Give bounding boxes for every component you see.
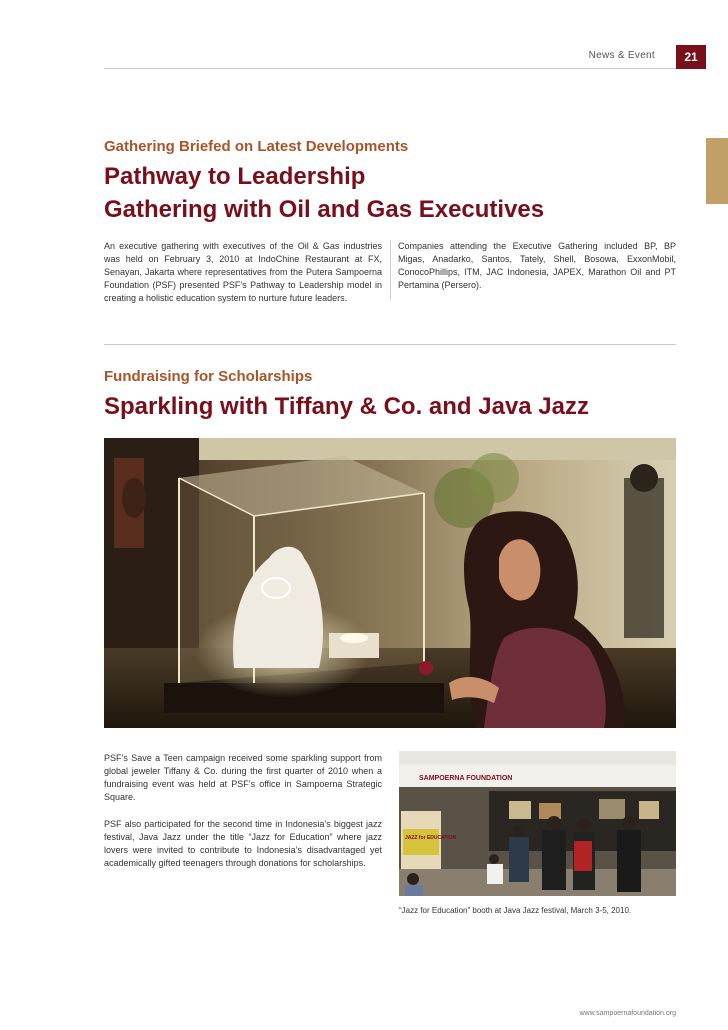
footer-url[interactable]: www.sampoernafoundation.org bbox=[579, 1010, 676, 1017]
article1-column-right: Companies attending the Executive Gathering included BP, BP Migas, Anadarko, Santos, Tately, Shell, Bosowa, ExxonMobil, ConocoPhillips, ITM, JAC Indonesia, JAPEX, Marathon Oil and PT Pertamina (Persero). bbox=[398, 241, 676, 290]
article2-paragraph2: PSF also participated for the second time in Indonesia’s biggest jazz festival, Java Jazz under the title “Jazz for Education” where jazz lovers were invited to contribute to Indonesia’s disadvantaged yet academically gifted teenagers through donations for scholarships. bbox=[104, 819, 382, 868]
article2-paragraph1: PSF’s Save a Teen campaign received some sparkling support from global jeweler Tiffany & Co. during the first quarter of 2010 when a fundraising event was held at PSF’s office in Sampoerna Strategic Square. bbox=[104, 753, 382, 802]
tiffany-event-photo bbox=[104, 438, 676, 728]
article1-column-left: An executive gathering with executives of the Oil & Gas industries was held on February 3, 2010 at IndoChine Restaurant at FX, Senayan, Jakarta where representatives from the Putera Sampoerna Foundation (PSF) presented PSF’s Pathway to Leadership model in creating a holistic education system to nurture future leaders. bbox=[104, 241, 382, 303]
article2-kicker: Fundraising for Scholarships bbox=[104, 368, 313, 385]
header-rule bbox=[104, 68, 676, 69]
section-label: News & Event bbox=[588, 50, 655, 61]
booth-sign-text: JAZZ for EDUCATION bbox=[405, 835, 457, 841]
article1-title-line2: Gathering with Oil and Gas Executives bbox=[104, 196, 545, 223]
article1-title-line1: Pathway to Leadership bbox=[104, 163, 366, 190]
booth-banner-text: SAMPOERNA FOUNDATION bbox=[419, 775, 513, 782]
column-rule bbox=[390, 240, 391, 300]
section-divider bbox=[104, 344, 676, 345]
article2-title: Sparkling with Tiffany & Co. and Java Jazz bbox=[104, 393, 590, 420]
java-jazz-booth-photo bbox=[399, 751, 676, 896]
booth-photo-caption: “Jazz for Education” booth at Java Jazz festival, March 3-5, 2010. bbox=[399, 906, 632, 915]
side-tab-marker bbox=[706, 138, 728, 204]
article1-kicker: Gathering Briefed on Latest Developments bbox=[104, 138, 409, 155]
page-number: 21 bbox=[676, 45, 706, 69]
